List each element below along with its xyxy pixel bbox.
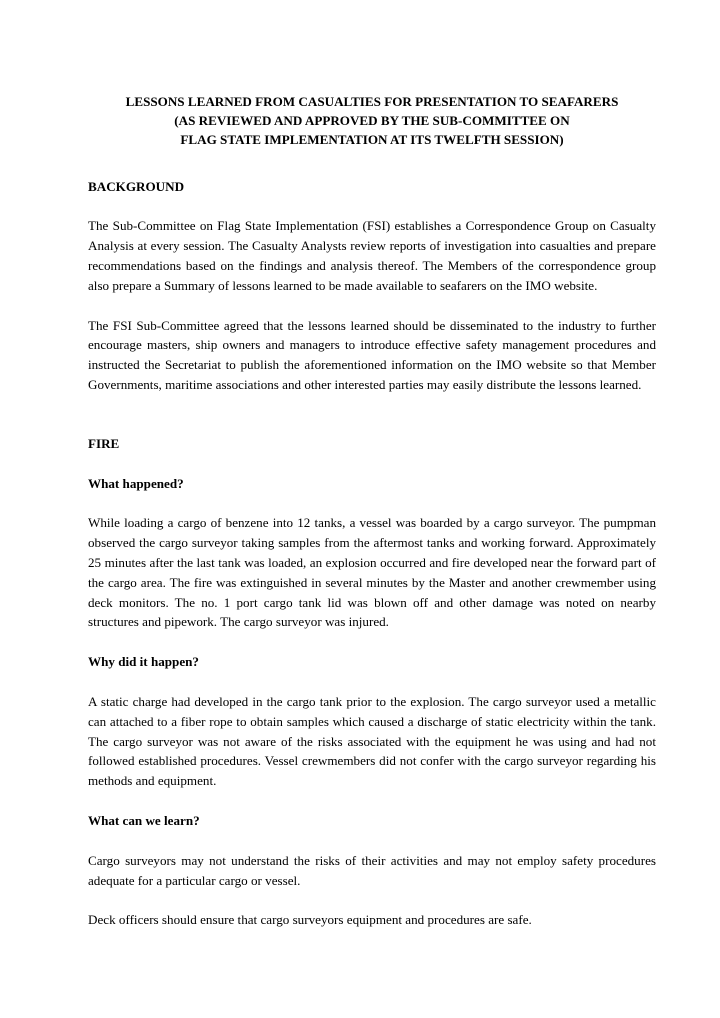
learn-paragraph-1: Cargo surveyors may not understand the risks of their activities and may not employ safety procedures adequate for a particular cargo or vessel. — [88, 852, 656, 888]
document-page — [88, 92, 656, 930]
title-line-1: LESSONS LEARNED FROM CASUALTIES FOR PRESENTATION TO SEAFARERS — [125, 94, 619, 109]
background-paragraph-1: The Sub-Committee on Flag State Implementation (FSI) establishes a Correspondence Group on Casualty Analysis at every session. The Casualty Analysts review reports of investigation into casualties and prepare recommendations based on the findings and analysis thereof. The Members of the correspondence group also prepare a Summary of lessons learned to be made available to seafarers on the IMO website. — [88, 218, 656, 293]
background-heading: BACKGROUND — [88, 178, 185, 194]
title-line-3: FLAG STATE IMPLEMENTATION AT ITS TWELFTH SESSION) — [180, 132, 564, 148]
why-paragraph: A static charge had developed in the cargo tank prior to the explosion. The cargo surveyor used a metallic can attached to a fiber rope to obtain samples which caused a discharge of static electricity within the tank. The cargo surveyor was not aware of the risks associated with the equipment he was using and had not followed established procedures. Vessel crewmembers did not confer with the cargo surveyor regarding his methods and equipment. — [88, 693, 656, 789]
what-happened-paragraph: While loading a cargo of benzene into 12 tanks, a vessel was boarded by a cargo surveyor. The pumpman observed the cargo surveyor taking samples from the aftermost tanks and working forward. Approximately 25 minutes after the last tank was loaded, an explosion occurred and fire developed near the forward part of the cargo area. The fire was extinguished in several minutes by the Master and another crewmember using deck monitors. The no. 1 port cargo tank lid was blown off and other damage was noted on nearby structures and pipework. The cargo surveyor was injured. — [88, 515, 656, 630]
background-paragraph-2: The FSI Sub-Committee agreed that the lessons learned should be disseminated to the industry to further encourage masters, ship owners and managers to introduce effective safety management procedures and instructed the Secretariat to publish the aforementioned information on the IMO website so that Member Governments, maritime associations and other interested parties may easily distribute the lessons learned. — [88, 317, 656, 392]
fire-heading: FIRE — [88, 435, 120, 451]
what-happened-heading: What happened? — [88, 475, 184, 491]
title-line-2: (AS REVIEWED AND APPROVED BY THE SUB-COMMITTEE ON — [174, 113, 570, 129]
learn-paragraph-2: Deck officers should ensure that cargo surveyors equipment and procedures are safe. — [88, 912, 532, 928]
why-heading: Why did it happen? — [88, 654, 199, 670]
learn-heading: What can we learn? — [88, 812, 200, 828]
document-title — [88, 92, 656, 150]
